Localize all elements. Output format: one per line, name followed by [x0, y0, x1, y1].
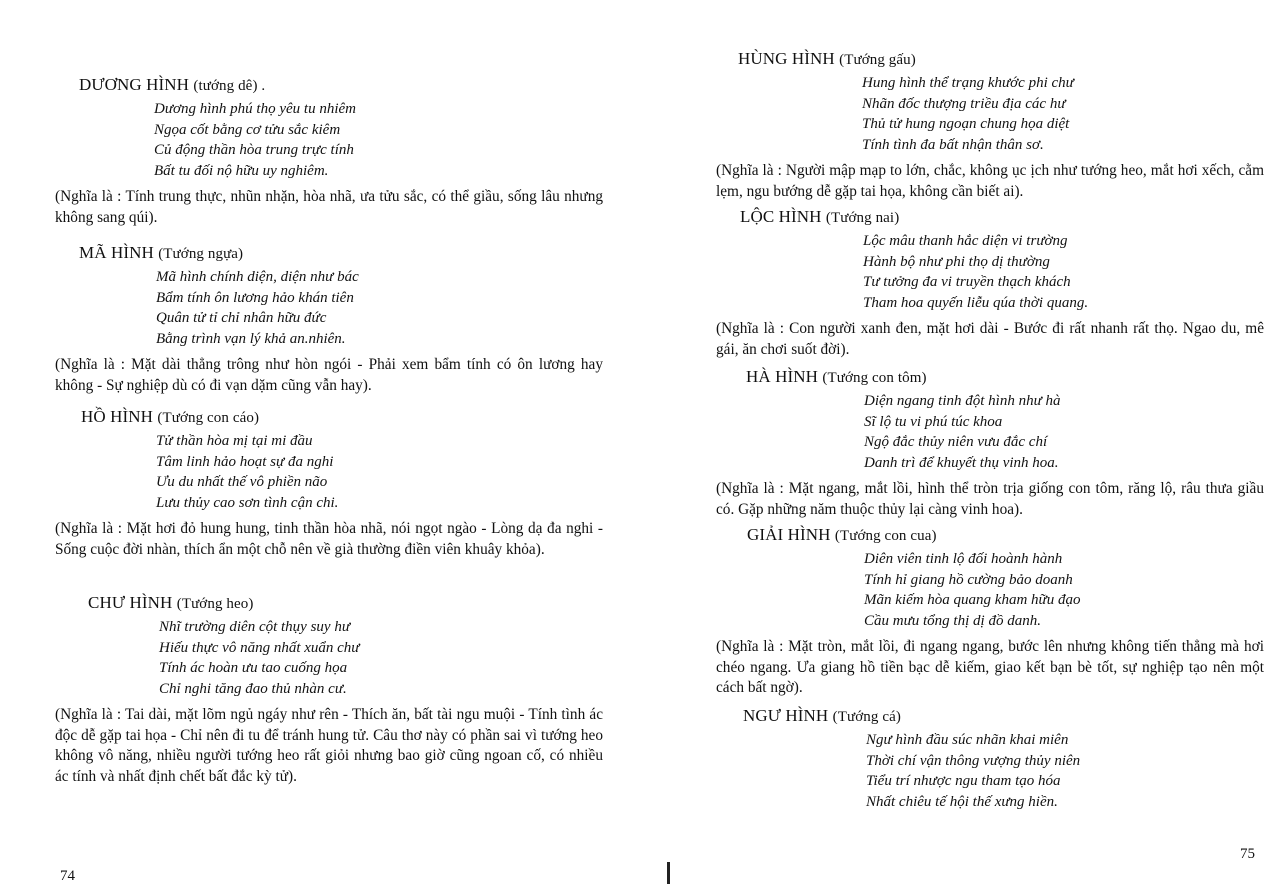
section-ma-hinh [55, 242, 603, 396]
verse-line: Bất tu đối nộ hữu uy nghiêm. [154, 162, 329, 179]
verse-line: Bằng trình vạn lý khả an.nhiên. [156, 330, 346, 347]
verse-line: Hành bộ như phi thọ dị thường [863, 253, 1050, 270]
section-loc-hinh [716, 206, 1264, 360]
meaning-paragraph: (Nghĩa là : Người mập mạp to lớn, chắc, không ục ịch như tướng heo, mắt hơi xếch, cằm lẹm, ngu bướng dễ gặp tai họa, không cần biết ai). [716, 162, 1264, 200]
verse-line: Diên viên tinh lộ đối hoành hành [864, 551, 1063, 567]
verse-line: Ngộ đắc thủy niên vưu đắc chí [864, 434, 1048, 451]
section-title: DƯƠNG HÌNH [79, 75, 190, 94]
section-title: HÙNG HÌNH [738, 49, 835, 68]
verse-line: Hung hình thể trạng khước phi chư [862, 75, 1074, 91]
section-heading [81, 406, 603, 429]
section-title: HỒ HÌNH [81, 407, 153, 426]
verse-line: Tử thần hòa mị tại mi đầu [156, 433, 313, 449]
meaning-paragraph: (Nghĩa là : Mặt dài thẳng trông như hòn ngói - Phải xem bẩm tính có ôn lương hay không - Sự nghiệp dù có đi vạn dặm cũng vẫn hay). [55, 356, 603, 394]
verse-line: Tham hoa quyến liễu qúa thời quang. [863, 294, 1089, 311]
verse-line: Ngư hình đầu súc nhãn khai miên [866, 732, 1069, 748]
verse-line: Tính ác hoàn ưu tao cuống họa [159, 660, 348, 677]
verse-line: Thủ tử hung ngoạn chung họa diệt [862, 116, 1070, 133]
verse-line: Tiểu trí nhược ngu tham tạo hóa [866, 773, 1061, 790]
verse-line: Ưu du nhất thế vô phiền não [156, 474, 328, 491]
section-subtitle: (Tướng con tôm) [822, 370, 927, 386]
verse-line: Mãn kiếm hòa quang kham hữu đạo [864, 592, 1081, 609]
verse-line: Tính hỉ giang hồ cường bảo doanh [864, 571, 1073, 588]
meaning-paragraph: (Nghĩa là : Con người xanh đen, mặt hơi dài - Bước đi rất nhanh rất thọ. Ngao du, mê gái, ăn chơi suốt đời). [716, 320, 1264, 358]
section-subtitle: (Tướng con cáo) [157, 410, 260, 426]
section-heading [740, 206, 1264, 229]
verse-line: Diện ngang tinh đột hình như hà [864, 393, 1061, 409]
page-number: 74 [60, 868, 75, 884]
section-giai-hinh [716, 524, 1264, 699]
section-ha-hinh [716, 366, 1264, 520]
section-hung-hinh [716, 48, 1264, 202]
meaning-paragraph: (Nghĩa là : Mặt hơi đỏ hung hung, tinh thần hòa nhã, nói ngọt ngào - Lòng dạ đa nghi - Sống cuộc đời nhàn, thích ẩn một chỗ nên về già thường điền viên khuây khỏa). [55, 520, 603, 558]
section-ngu-hinh [716, 705, 1080, 812]
verse-block [159, 617, 603, 699]
verse-line: Tư tưởng đa vi truyền thạch khách [863, 274, 1071, 291]
section-title: HÀ HÌNH [746, 367, 818, 386]
section-title: NGƯ HÌNH [743, 706, 829, 725]
right-page [640, 0, 1280, 887]
verse-line: Lưu thủy cao sơn tình cận chi. [156, 494, 339, 511]
section-subtitle: (Tướng con cua) [834, 528, 937, 544]
section-duong-hinh [55, 74, 603, 228]
verse-line: Quân tử tỉ chỉ nhân hữu đức [156, 310, 327, 327]
verse-line: Củ động thần hòa trung trực tính [154, 142, 354, 159]
verse-block [156, 267, 603, 349]
verse-block [864, 391, 1264, 473]
verse-line: Lộc mâu thanh hắc diện vi trường [863, 233, 1068, 249]
section-subtitle: (Tướng cá) [832, 709, 901, 725]
verse-line: Tính tình đa bất nhận thân sơ. [862, 136, 1044, 153]
verse-line: Bẩm tính ôn lương hảo khán tiên [156, 289, 354, 306]
verse-block [156, 431, 603, 513]
section-title: CHƯ HÌNH [88, 593, 173, 612]
verse-line: Nhãn đốc thượng triều địa các hư [862, 95, 1066, 112]
section-subtitle: (Tướng heo) [176, 596, 254, 612]
verse-line: Danh trì để khuyết thụ vinh hoa. [864, 454, 1059, 471]
verse-line: Thời chí vận thông vượng thủy niên [866, 752, 1081, 769]
section-heading [743, 705, 1080, 728]
section-heading [79, 74, 603, 97]
verse-line: Hiếu thực vô năng nhất xuẩn chư [159, 639, 360, 656]
verse-line: Chỉ nghi tăng đao thủ nhàn cư. [159, 680, 347, 697]
section-heading [79, 242, 603, 265]
section-title: GIẢI HÌNH [747, 525, 831, 544]
meaning-paragraph: (Nghĩa là : Mặt tròn, mắt lồi, đi ngang ngang, bước lên nhưng không tiến thẳng mà hơi chéo ngang. Ưa giang hồ tiền bạc dễ kiếm, giao kết bạn bè tốt, sự nghiệp tạo nên một cách bất ngờ). [716, 638, 1264, 697]
section-title: MÃ HÌNH [79, 243, 154, 262]
verse-block [154, 99, 603, 181]
verse-block [862, 73, 1264, 155]
verse-line: Nhất chiêu tế hội thế xưng hiền. [866, 793, 1058, 810]
meaning-paragraph: (Nghĩa là : Tính trung thực, nhũn nhặn, hòa nhã, ưa tửu sắc, có thể giầu, sống lâu nhưng không sang qúi). [55, 188, 603, 226]
section-heading [738, 48, 1264, 71]
verse-block [864, 549, 1264, 631]
meaning-paragraph: (Nghĩa là : Mặt ngang, mắt lồi, hình thể tròn trịa giống con tôm, răng lộ, râu thưa giầu có. Gặp những năm thuộc thủy lại càng vinh hoa). [716, 480, 1264, 518]
section-heading [746, 366, 1264, 389]
section-subtitle: (Tướng nai) [825, 210, 900, 226]
section-heading [88, 592, 603, 615]
section-subtitle: (Tướng ngựa) [158, 246, 244, 262]
verse-line: Dương hình phú thọ yêu tu nhiêm [154, 101, 356, 117]
section-ho-hinh [55, 406, 603, 560]
section-heading [747, 524, 1264, 547]
verse-line: Nhĩ trường diên cột thụy suy hư [159, 619, 351, 635]
verse-line: Sĩ lộ tu vi phú túc khoa [864, 413, 1003, 430]
page-number: 75 [1240, 846, 1255, 862]
verse-block [866, 730, 1080, 812]
section-title: LỘC HÌNH [740, 207, 822, 226]
verse-line: Ngọa cốt bằng cơ tửu sắc kiêm [154, 121, 341, 138]
verse-line: Cầu mưu tổng thị dị đồ danh. [864, 612, 1041, 629]
section-subtitle: (Tướng gấu) [839, 52, 916, 68]
verse-line: Mã hình chính diện, diện như bác [156, 269, 359, 285]
section-subtitle: (tướng dê) . [193, 78, 266, 94]
verse-block [863, 231, 1264, 313]
meaning-paragraph: (Nghĩa là : Tai dài, mặt lõm ngủ ngáy như rên - Thích ăn, bất tài ngu muội - Tính tình ác độc dễ gặp tai họa - Chỉ nên đi tu để tránh hung tử. Câu thơ này có phần sai vì tướng heo không vô năng, nhiều người tướng heo rất giỏi nhưng bao giờ cũng ngoan cố, có nhiều ác tính và nhất định chết bất đắc kỳ tử). [55, 706, 603, 785]
verse-line: Tâm linh hảo hoạt sự đa nghi [156, 453, 334, 470]
section-chu-hinh [55, 592, 603, 787]
